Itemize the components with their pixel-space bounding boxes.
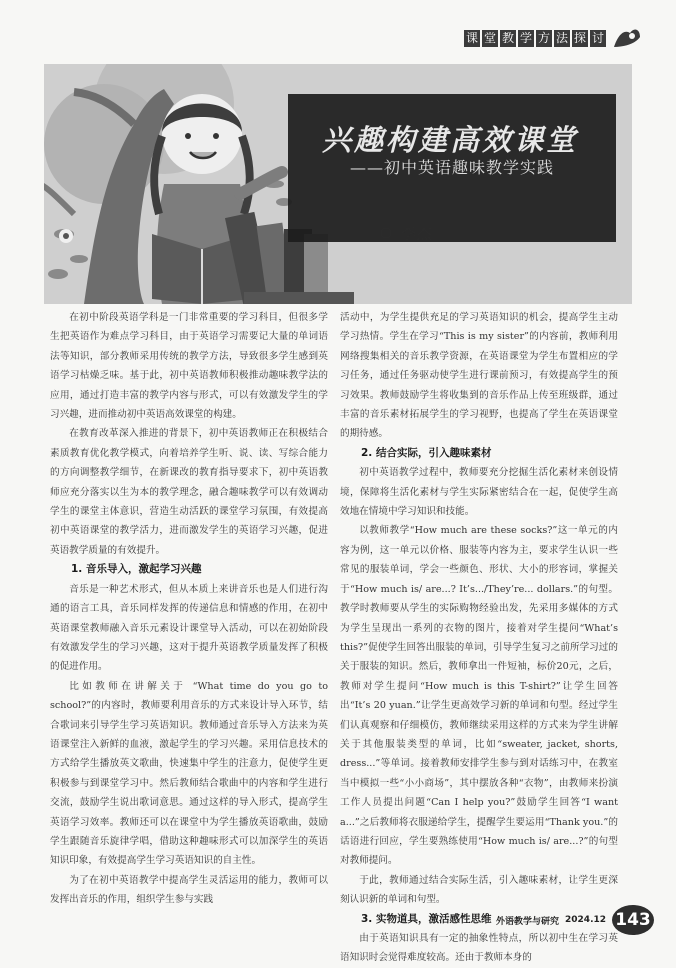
author-marker-icon [380,227,392,239]
page-footer [496,905,654,935]
body-paragraph: 比如教师在讲解关于 “What time do you go to school?”的内容时，教师要利用音乐的方式来设计导入环节，结合歌词来引导学生学习英语知识。教师通过音乐导入方法来为英语课堂注入新鲜的血液，激起学生的学习兴趣。采用信息技术的方式给学生播放英文歌曲，快速集中学生的注意力，促使学生更积极参与到课堂学习中。然后教师结合歌曲中的内容和学生进行交流，鼓励学生说出歌词意思。通过这样的导入形式，提高学生英语学习效率。教师还可以在课堂中为学生播放英语歌曲，鼓励学生跟随音乐旋律学唱，借助这种趣味形式可以加深学生的英语知识印象，有效提高学生学习英语知识的自主性。 [50,680,328,867]
body-paragraph: 音乐是一种艺术形式，但从本质上来讲音乐也是人们进行沟通的语言工具，音乐同样发挥的传递信息和情感的作用，在初中英语课堂教师融入音乐元素设计课堂导入活动，可以在初始阶段有效激发学生的学习兴趣，这对于提升英语教学质量发挥了积极的促进作用。 [50,583,328,673]
header-char: 法 [555,31,568,45]
author-name: 李杰 [400,224,433,243]
body-paragraph: 以教师教学“How much are these socks?”这一单元的内容为例，这一单元以价格、服装等内容为主，要求学生认识一些常见的服装单词，学会一些颜色、形状、大小的形容词，掌握关于“How much is/ are...? It’s.../They’re... dollars.”的句型。教学时教师要从学生的实际购物经验出发，先采用多媒体的方式为学生呈现出一系列的衣物的图片，接着对学生提问“What’s this?”促使学生回答出服装的单词，引导学生复习之前所学习过的关于服装的知识。然后，教师拿出一件短袖，标价20元，之后，教师对学生提问“How much is this T-shirt?”让学生回答出“It’s 20 yuan.”让学生更高效学习新的单词和句型。经过学生们认真观察和仔细模仿，教师继续采用这样的方式来为学生讲解关于其他服装类型的单词，比如“sweater, jacket, shorts, dress...”等单词。接着教师安排学生参与到对话练习中，在教室当中模拟一些“小小商场”，其中摆放各种“衣物”，由教师来扮演工作人员提出问题“Can I help you?”鼓励学生回答“I want a...”之后教师将衣服递给学生，提醒学生要运用“Thank you.”的话语进行回应，学生要熟练使用“How much is/ are...?”的句型对教师提问。 [340,525,618,867]
header-char: 探 [573,31,586,45]
body-paragraph: 为了在初中英语教学中提高学生灵活运用的能力，教师可以发挥出音乐的作用，组织学生参与实践 [50,874,328,906]
header-char: 学 [519,31,532,45]
section-heading: 3. 实物道具，激活感性思维 [361,912,492,925]
header-char: 方 [537,31,550,45]
body-paragraph: 在初中阶段英语学科是一门非常重要的学习科目，但很多学生把英语作为难点学习科目，由于英语学习需要记大量的单词语法等知识，部分教师采用传统的教学方法，导致很多学生感到英语学习枯燥乏味。基于此，初中英语教师积极推动趣味教学法的应用，通过打造丰富的教学内容与形式，可以有效激发学生的学习兴趣，进而推动初中英语高效课堂的构建。 [50,312,328,421]
section-heading: 2. 结合实际，引入趣味素材 [361,446,492,459]
issue-number: 2024.12 [565,915,607,925]
section-decoration-icon [610,25,644,51]
body-column-left [50,308,328,910]
body-paragraph: 于此，教师通过结合实际生活，引入趣味素材，让学生更深刻认识新的单词和句型。 [340,874,618,906]
header-char: 教 [501,31,514,45]
body-paragraph: 由于英语知识具有一定的抽象性特点，所以初中生在学习英语知识时会觉得难度较高。还由于教师本身的 [340,933,618,964]
body-paragraph: 初中英语教学过程中，教师要充分挖掘生活化素材来创设情境，保障将生活化素材与学生实际紧密结合在一起，促使学生高效地在情境中学习知识和技能。 [340,467,618,518]
header-char: 堂 [483,31,496,45]
header-char: 讨 [591,31,604,45]
body-paragraph: 活动中，为学生提供充足的学习英语知识的机会，提高学生主动学习热情。学生在学习“This is my sister”的内容前，教师利用网络搜集相关的音乐教学资源，在英语课堂为学生布置相应的学习任务，通过任务驱动使学生进行课前预习，有效提高学生的预习效果。教师鼓励学生将收集到的音乐作品上传至班级群，通过丰富的音乐素材拓展学生的学习视野，也提高了学生在英语课堂的期待感。 [340,312,618,440]
article-subtitle: ——初中英语趣味教学实践 [349,158,554,177]
body-paragraph: 在教育改革深入推进的背景下，初中英语教师正在积极结合素质教育优化教学模式，向着培养学生听、说、读、写综合能力的方向调整教学细节，在新课改的教育指导要求下，初中英语教师应充分落实以生为本的教学理念，融合趣味教学可以有效调动学生的课堂主体意识，营造生动活跃的课堂学习氛围，有效提高初中英语课堂的教学活力，进而激发学生的英语学习兴趣，促进英语教学质量的有效提升。 [50,428,328,556]
article-title: 兴趣构建高效课堂 [321,123,578,157]
header-char: 课 [465,31,478,45]
author-line [380,221,432,244]
section-header [464,30,606,47]
page-number: 143 [612,905,654,935]
section-heading: 1. 音乐导入，激起学习兴趣 [71,563,202,576]
body-column-right [340,308,618,968]
journal-name: 外语教学与研究 [496,916,560,927]
